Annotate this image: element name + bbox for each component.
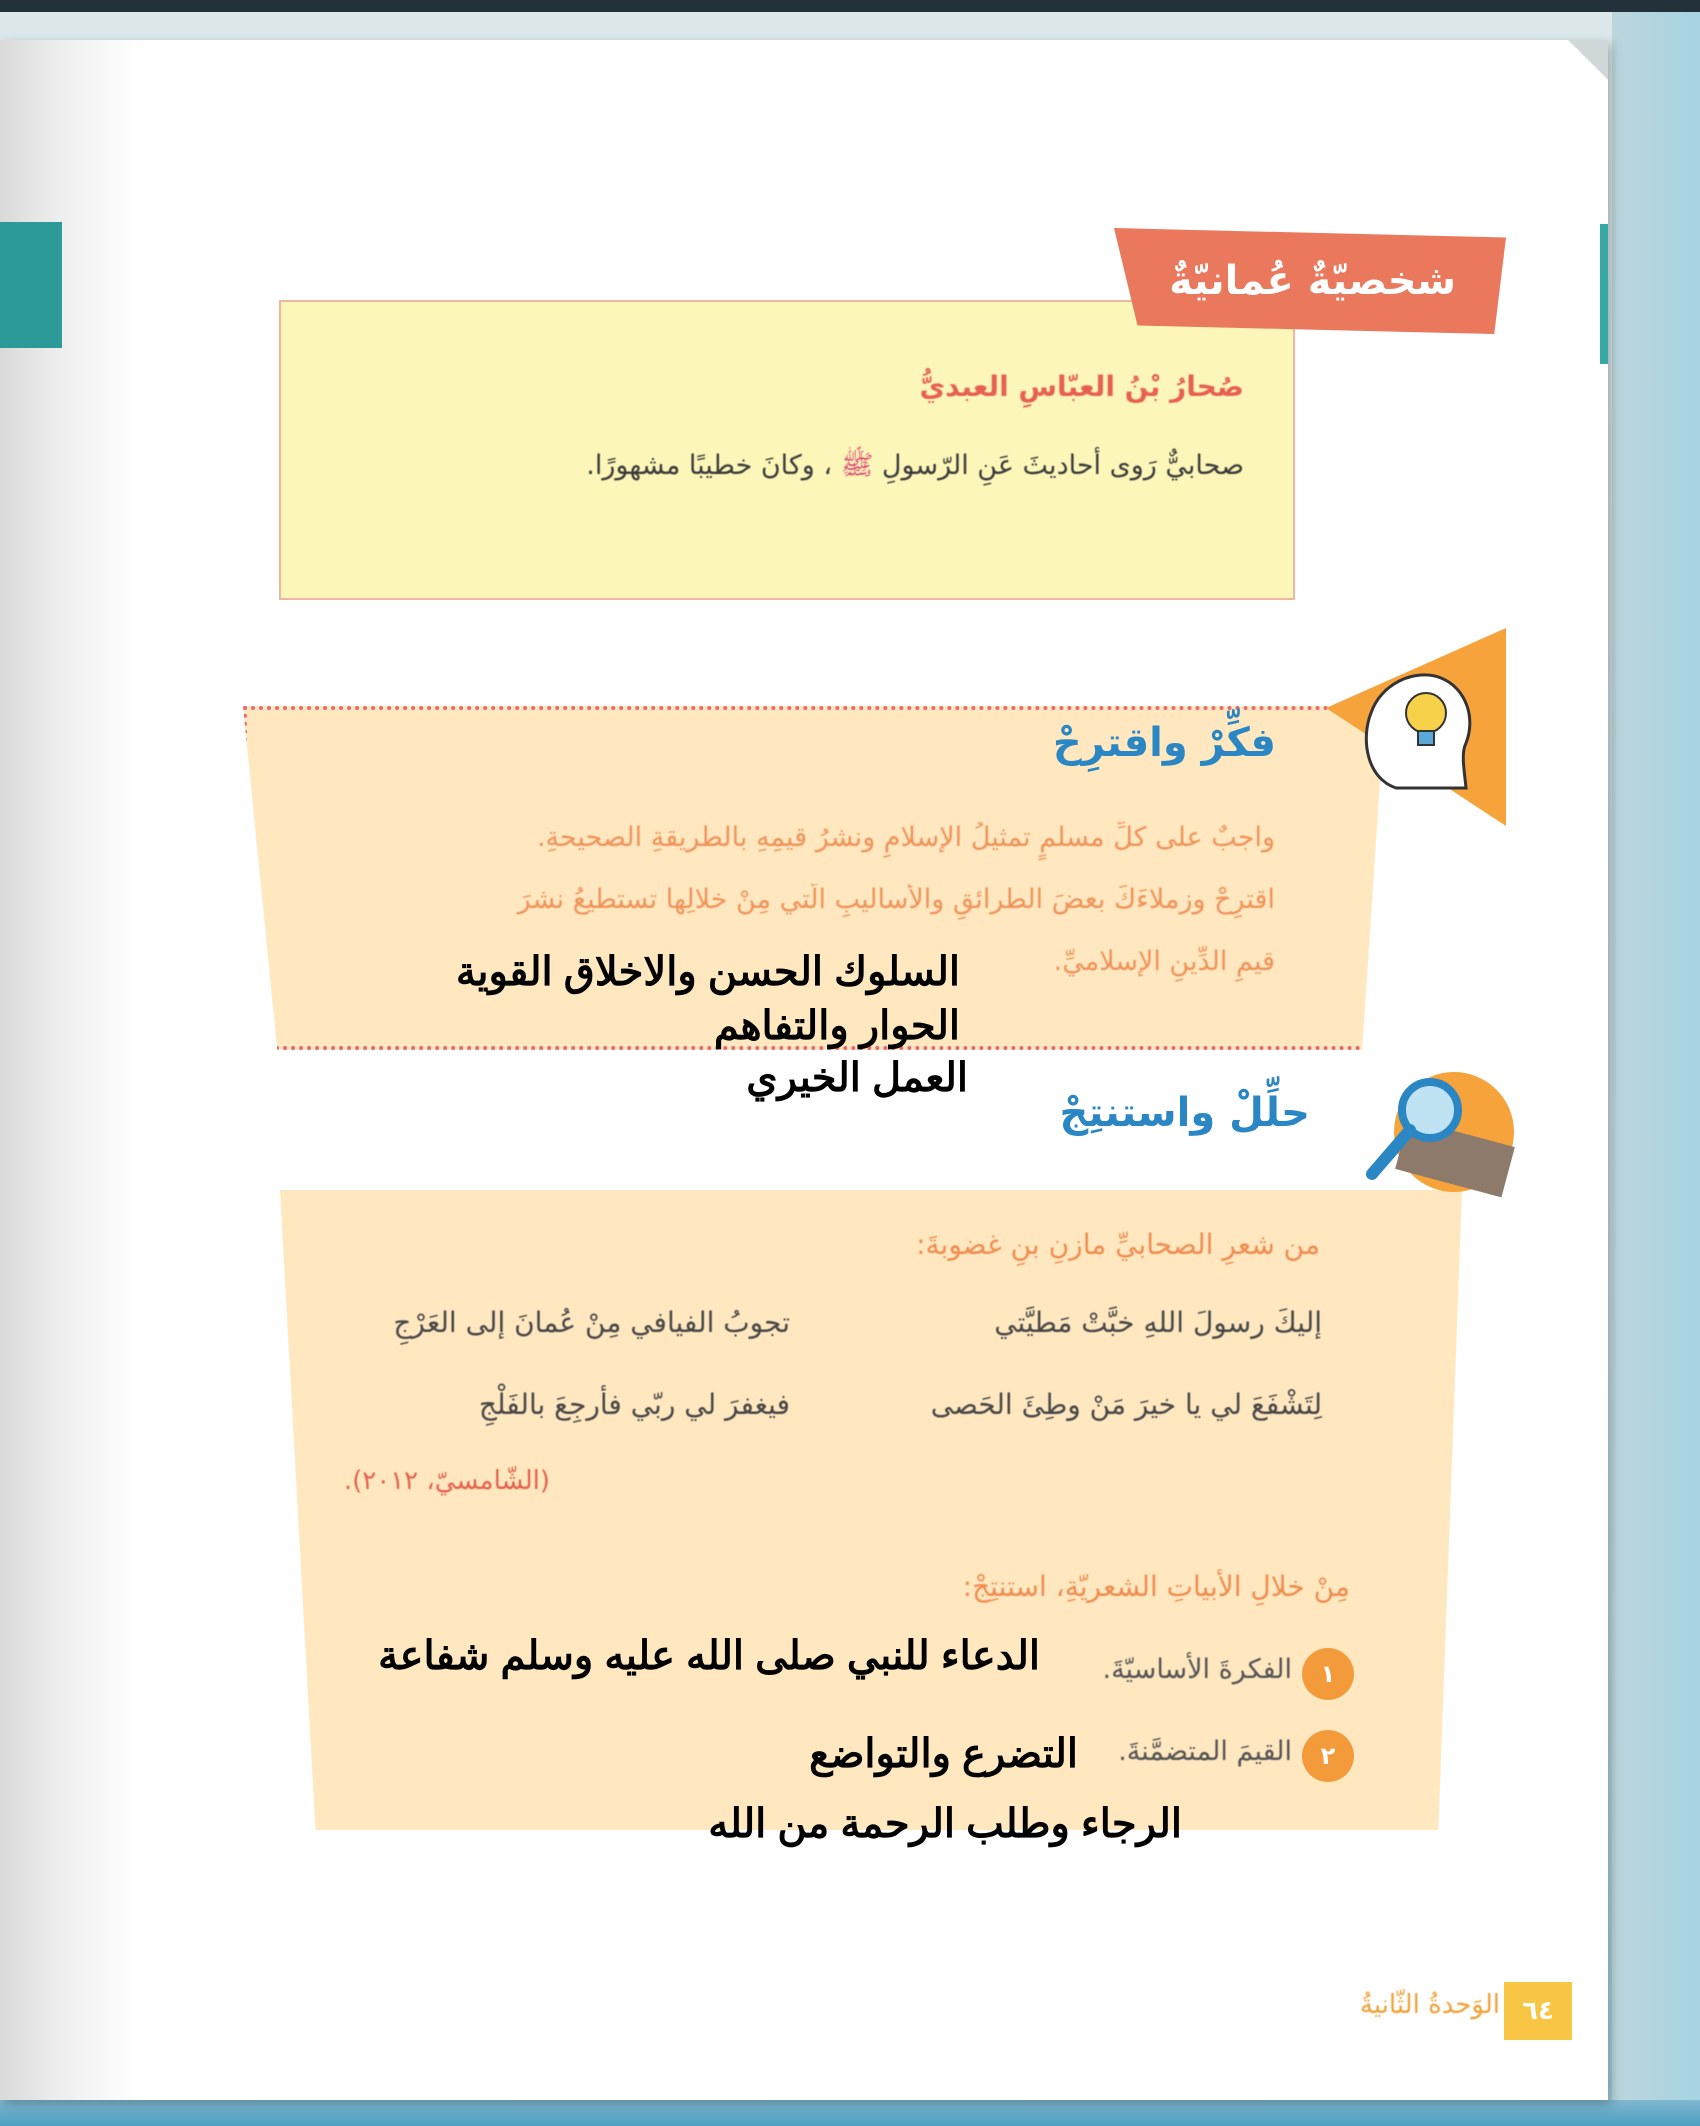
magnifier-book-icon bbox=[1360, 1062, 1516, 1202]
omani-character-title: شخصيّةٌ عُمانيّةٌ bbox=[1169, 258, 1456, 304]
think-line-3: قيمِ الدِّينِ الإسلاميِّ. bbox=[1053, 946, 1275, 977]
poem-intro: من شعرِ الصحابيِّ مازنِ بنِ غضوبةَ: bbox=[916, 1228, 1320, 1261]
companion-description bbox=[400, 448, 1244, 498]
page-number: ٦٤ bbox=[1504, 1982, 1572, 2040]
pbuh-symbol: ﷺ bbox=[840, 450, 874, 481]
verse-1-right: إليكَ رسولَ اللهِ خبَّتْ مَطيَّتي bbox=[994, 1306, 1322, 1339]
verse-2-left: فيغفرَ لي ربّي فأرجِعَ بالفَلْجِ bbox=[478, 1388, 790, 1421]
companion-name: صُحارُ بْنُ العبّاسِ العبديُّ bbox=[919, 370, 1244, 403]
window-bottom-bar bbox=[0, 2100, 1700, 2126]
question-1-label: الفكرةَ الأساسيّةَ. bbox=[1102, 1654, 1292, 1685]
head-lightbulb-icon bbox=[1326, 628, 1506, 826]
verse-2-right: لِتَشْفَعَ لي يا خيرَ مَنْ وطِئَ الحَصى bbox=[930, 1388, 1322, 1421]
questions-intro: مِنْ خلالِ الأبياتِ الشعريّةِ، استنتِجْ: bbox=[962, 1570, 1350, 1603]
think-line-1: واجبٌ على كلِّ مسلمٍ تمثيلُ الإسلامِ ونشرُ قيمِهِ بالطريقةِ الصحيحةِ. bbox=[536, 822, 1275, 853]
unit-label: الوَحدةُ الثّانيةُ bbox=[1359, 1990, 1500, 2020]
verse-1-left: تجوبُ الفيافي مِنْ عُمانَ إلى العَرْجِ bbox=[393, 1306, 790, 1339]
question-1-number: ١ bbox=[1302, 1648, 1354, 1700]
window-top-bar bbox=[0, 0, 1700, 12]
think-answer-2: الحوار والتفاهم bbox=[713, 1004, 960, 1048]
background-right bbox=[1612, 12, 1700, 2100]
page-corner-fold[interactable] bbox=[1568, 40, 1608, 80]
description-end: ، وكانَ خطيبًا مشهورًا. bbox=[586, 450, 833, 481]
section-tab-left bbox=[0, 222, 62, 348]
question-1-answer: الدعاء للنبي صلى الله عليه وسلم شفاعة bbox=[378, 1634, 1040, 1678]
question-2-answer: التضرع والتواضع bbox=[809, 1732, 1078, 1776]
poem-citation: (الشّامسيّ، ٢٠١٢). bbox=[343, 1466, 550, 1496]
question-2-extra-answer: الرجاء وطلب الرحمة من الله bbox=[708, 1802, 1182, 1846]
question-2-label: القيمَ المتضمَّنةَ. bbox=[1118, 1736, 1292, 1767]
description-text: صحابيٌّ رَوى أحاديثَ عَنِ الرّسولِ bbox=[881, 450, 1244, 481]
think-answer-3: العمل الخيري bbox=[746, 1056, 968, 1100]
think-answer-1: السلوك الحسن والاخلاق القوية bbox=[455, 950, 960, 994]
think-suggest-heading: فكِّرْ واقترِحْ bbox=[1052, 720, 1276, 766]
analyze-conclude-heading: حلِّلْ واستنتِجْ bbox=[1059, 1090, 1310, 1136]
think-line-2: اقترِحْ وزملاءَكَ بعضَ الطرائقِ والأساليبِ الّتي مِنْ خلالِها تستطيعُ نشرَ bbox=[517, 884, 1275, 915]
section-tab-right bbox=[1600, 224, 1608, 364]
question-2-number: ٢ bbox=[1302, 1730, 1354, 1782]
